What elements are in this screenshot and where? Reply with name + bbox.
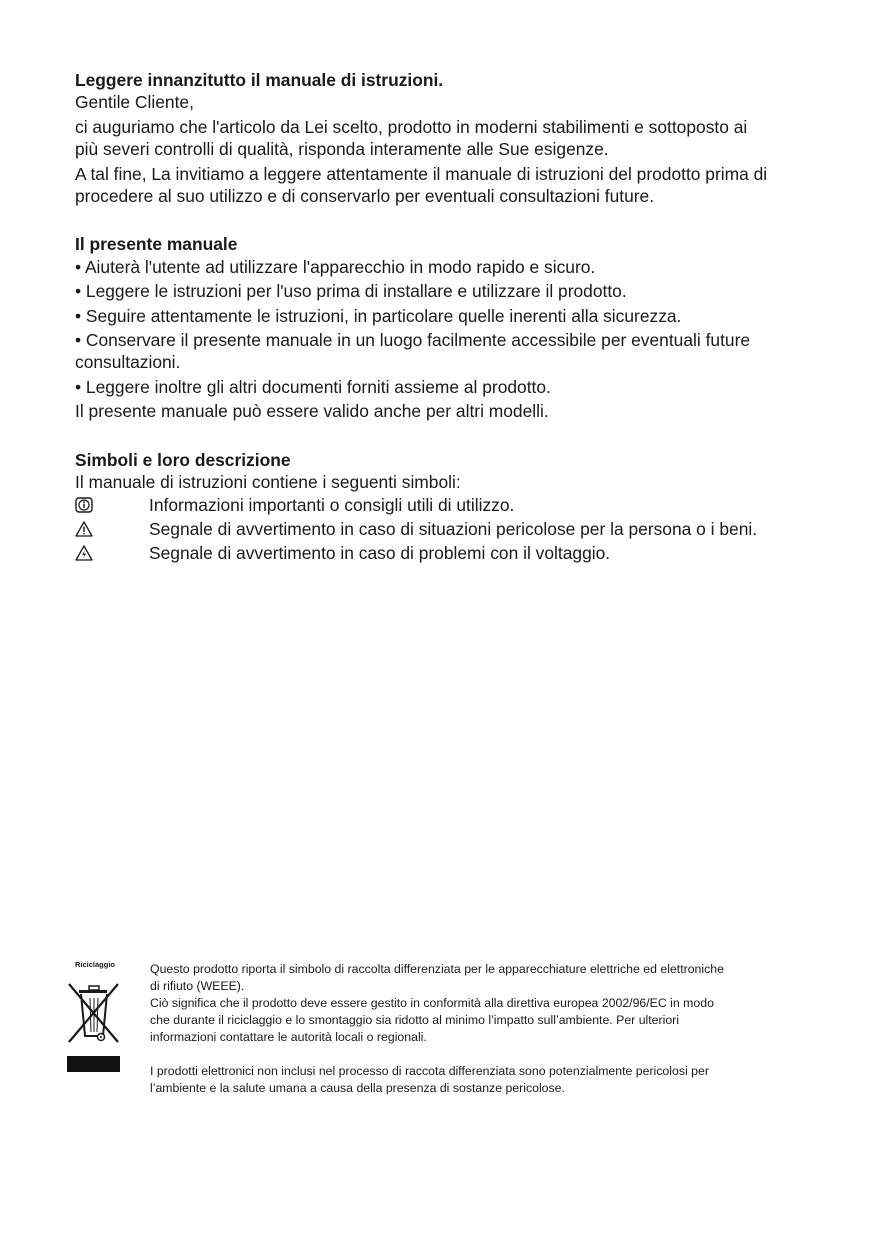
manual-bullet: • Leggere le istruzioni per l'uso prima di installare e utilizzare il prodotto. (75, 281, 627, 302)
manual-bullet-continuation: consultazioni. (75, 352, 181, 373)
symbol-row-info (75, 494, 815, 516)
recycling-line: Ciò significa che il prodotto deve essere gestito in conformità alla direttiva europea 2002/96/EC in modo (150, 996, 714, 1010)
recycling-line: I prodotti elettronici non inclusi nel processo di raccota differenziata sono potenzialmente pericolosi per (150, 1064, 709, 1078)
recycling-line: che durante il riciclaggio e lo smontaggio sia ridotto al minimo l’impatto sull’ambiente. Per ulteriori (150, 1013, 680, 1027)
manual-note: Il presente manuale può essere valido anche per altri modelli. (75, 401, 549, 422)
voltage-warning-icon (75, 542, 149, 564)
info-icon (75, 494, 149, 516)
recycling-line: di rifiuto (WEEE). (150, 979, 245, 993)
manual-bullet: • Aiuterà l'utente ad utilizzare l'apparecchio in modo rapido e sicuro. (75, 256, 596, 277)
symbol-row-warning (75, 518, 815, 540)
intro-para1-line1: ci auguriamo che l'articolo da Lei scelto, prodotto in moderni stabilimenti e sottoposto ai (75, 116, 748, 137)
intro-para1-line2: più severi controlli di qualità, risponda interamente alle Sue esigenze. (75, 139, 609, 160)
symbol-info-text: Informazioni importanti o consigli utili di utilizzo. (149, 494, 515, 515)
symbol-row-voltage (75, 542, 815, 564)
symbols-intro: Il manuale di istruzioni contiene i seguenti simboli: (75, 472, 461, 493)
symbols-heading: Simboli e loro descrizione (75, 449, 291, 470)
manual-bullet: • Seguire attentamente le istruzioni, in particolare quelle inerenti alla sicurezza. (75, 305, 682, 326)
manual-bullet: • Conservare il presente manuale in un luogo facilmente accessibile per eventuali future (75, 330, 751, 351)
crossed-bin-icon (66, 980, 122, 1048)
manual-heading: Il presente manuale (75, 234, 238, 255)
greeting: Gentile Cliente, (75, 92, 194, 113)
intro-heading: Leggere innanzitutto il manuale di istruzioni. (75, 70, 444, 90)
recycling-label: Riciclaggio (75, 960, 116, 969)
manual-bullet: • Leggere inoltre gli altri documenti forniti assieme al prodotto. (75, 376, 551, 397)
intro-para2-line2: procedere al suo utilizzo e di conservarlo per eventuali consultazioni future. (75, 186, 655, 207)
main-content (75, 69, 815, 565)
recycling-text (150, 961, 780, 1097)
symbol-warning-text: Segnale di avvertimento in caso di situazioni pericolose per la persona o i beni. (149, 518, 758, 539)
warning-triangle-icon (75, 518, 149, 540)
recycling-line: l’ambiente e la salute umana a causa della presenza di sostanze pericolose. (150, 1081, 565, 1095)
recycling-line: Questo prodotto riporta il simbolo di raccolta differenziata per le apparecchiature elettriche ed elettroniche (150, 962, 724, 976)
intro-para2-line1: A tal fine, La invitiamo a leggere attentamente il manuale di istruzioni del prodotto prima di (75, 163, 768, 184)
recycling-line: informazioni contattare le autorità locali o regionali. (150, 1030, 427, 1044)
symbol-voltage-text: Segnale di avvertimento in caso di problemi con il voltaggio. (149, 543, 611, 564)
black-bar (67, 1056, 120, 1072)
